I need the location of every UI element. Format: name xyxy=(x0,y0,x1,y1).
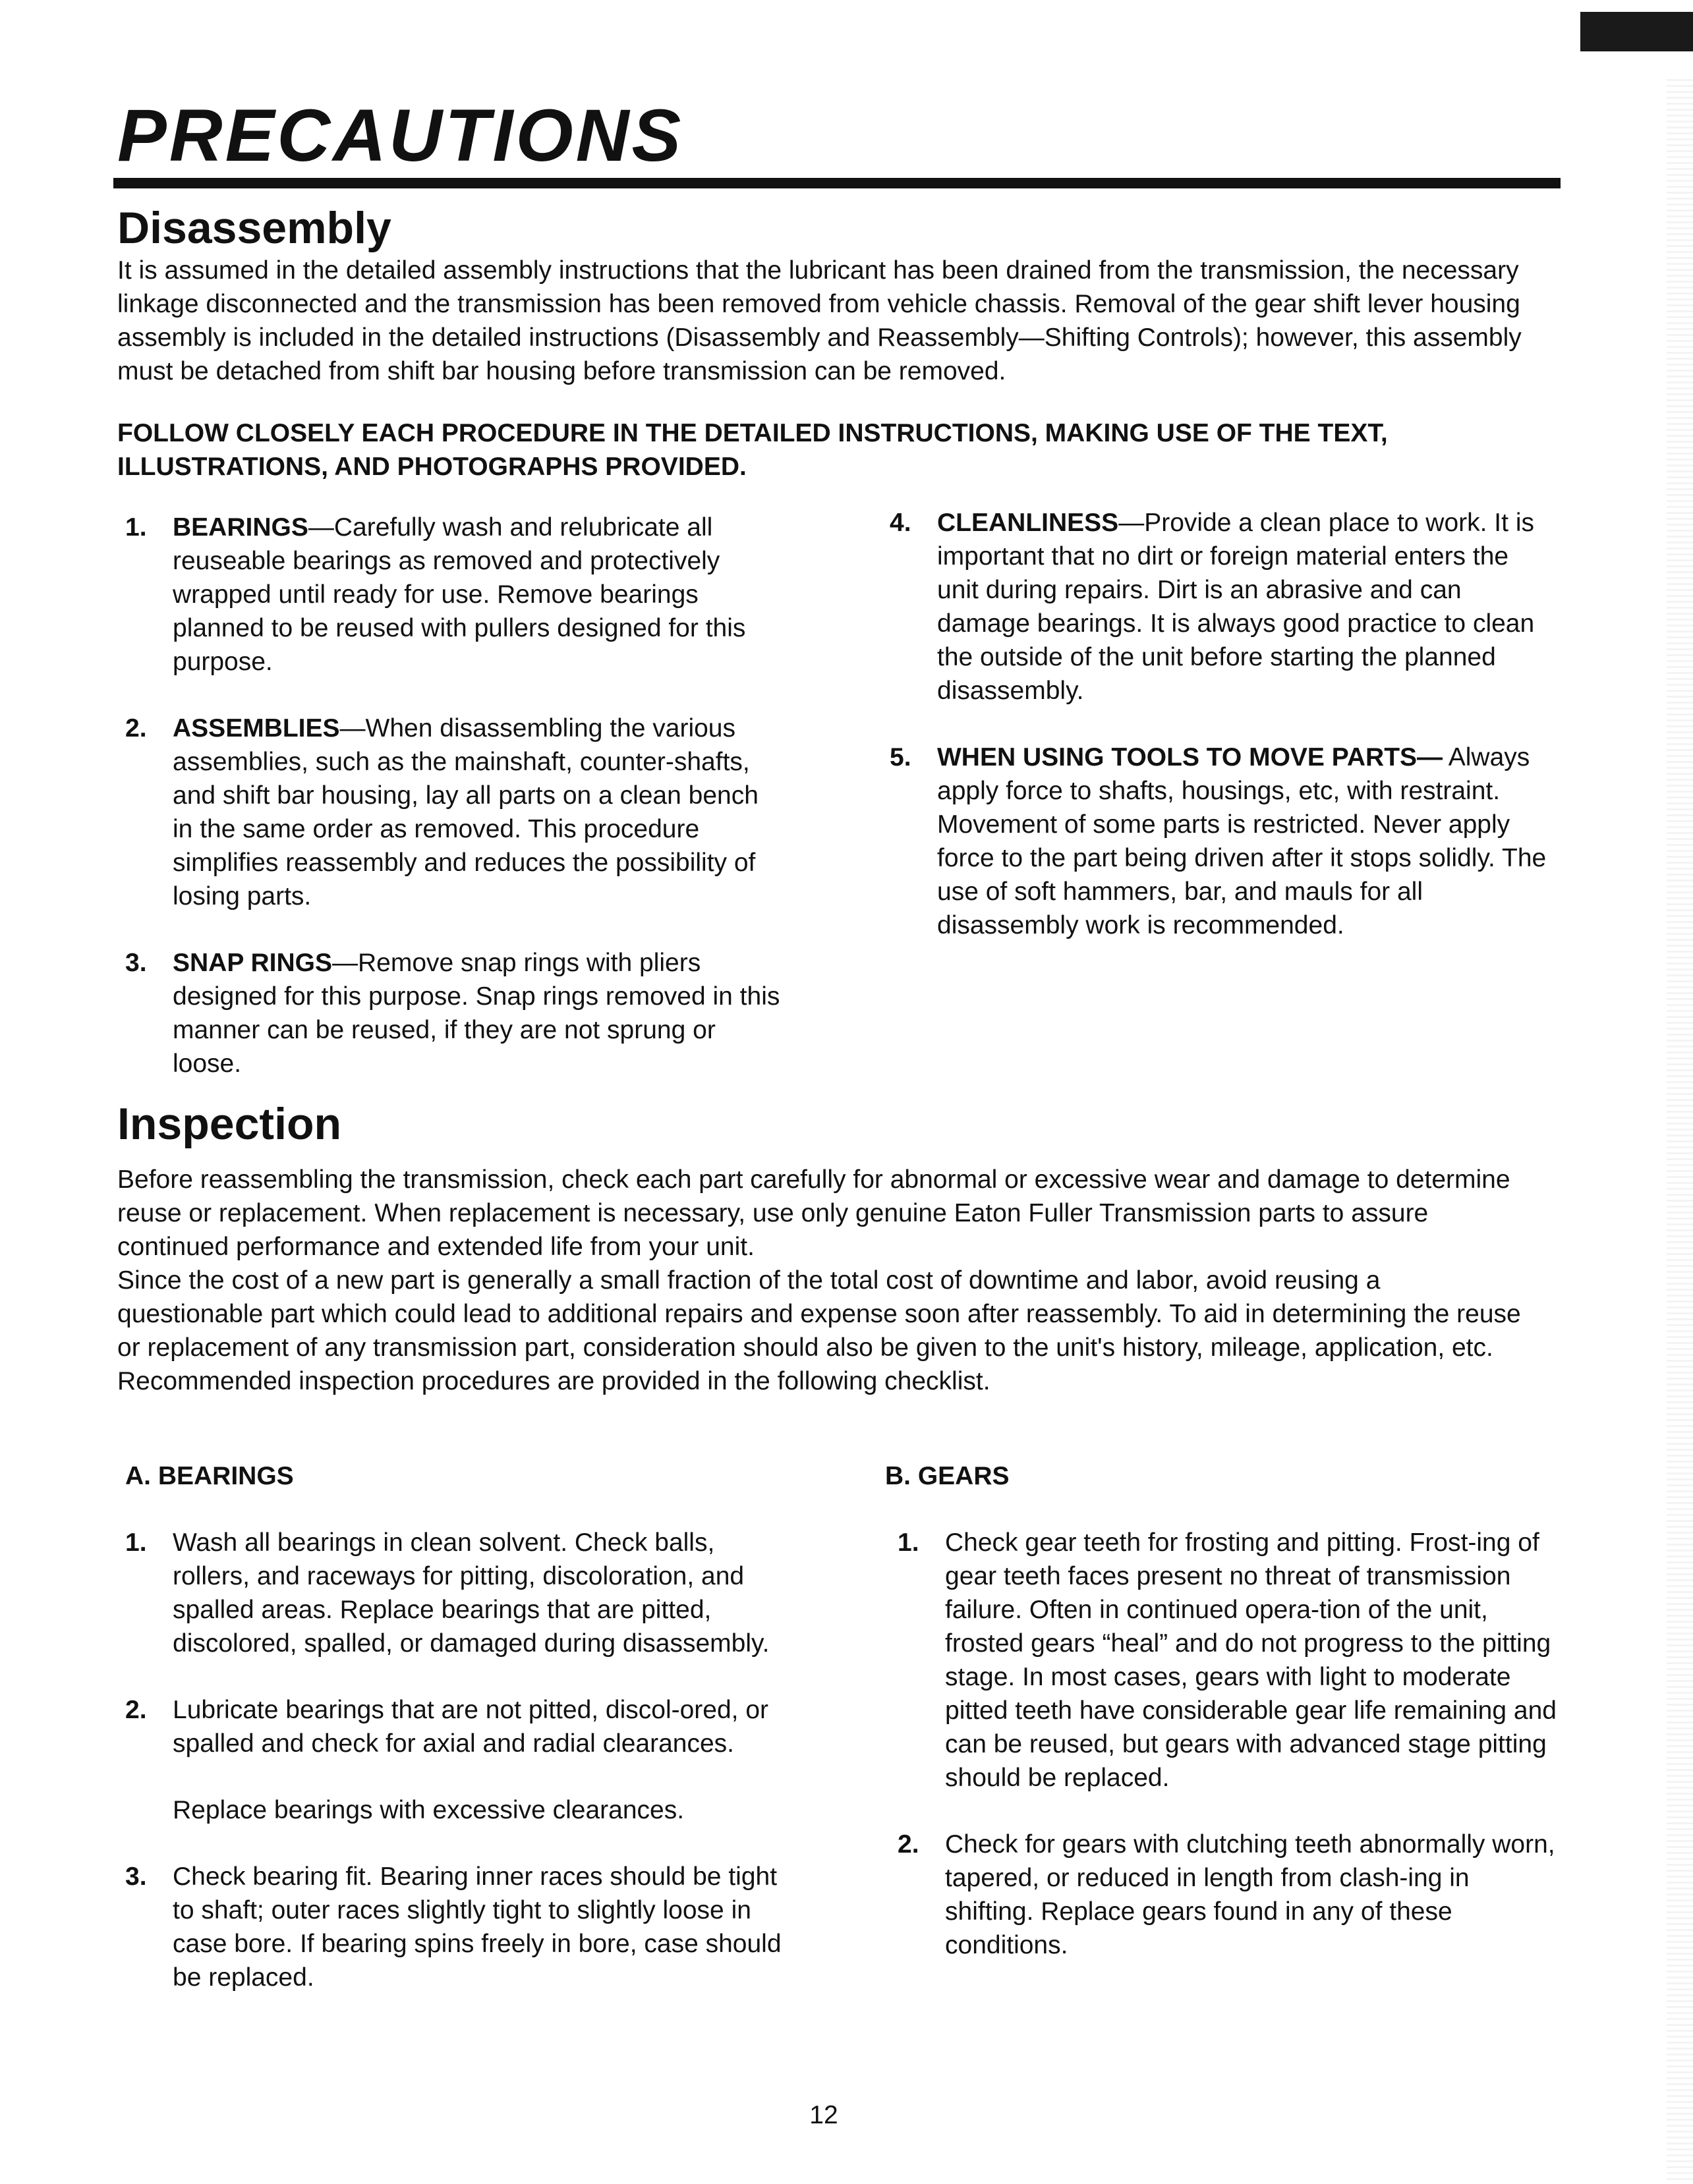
gears-subheading: B. GEARS xyxy=(885,1462,1010,1490)
item-text: —Carefully wash and relubricate all reuseable bearings as removed and protectively wrapped until ready for use. Remove bearings planned to be reused with pullers designed for this purpose. xyxy=(173,513,746,676)
item-number: 2. xyxy=(125,714,147,742)
list-item xyxy=(125,712,784,913)
inspection-heading: Inspection xyxy=(117,1099,342,1149)
list-item xyxy=(125,1526,784,1660)
item-text: Check bearing fit. Bearing inner races should be tight to shaft; outer races slightly tight to slightly loose in case bore. If bearing spins freely in bore, case should be replaced. xyxy=(173,1862,782,1992)
item-number: 2. xyxy=(125,1696,147,1724)
disassembly-heading: Disassembly xyxy=(117,203,391,253)
item-number: 1. xyxy=(898,1528,919,1557)
disassembly-intro: It is assumed in the detailed assembly instructions that the lubricant has been drained from the transmission, the necessary linkage disconnected and the transmission has been removed from vehicle chassis. Removal of the gear shift lever housing assembly is included in the detailed instructions (Disassembly and Reassembly—Shifting Controls); however, this assembly must be detached from shift bar housing before transmission can be removed. xyxy=(117,256,1522,385)
item-number: 3. xyxy=(125,949,147,977)
item-text: Wash all bearings in clean solvent. Check balls, rollers, and raceways for pitting, discoloration, and spalled areas. Replace bearings that are pitted, discolored, spalled, or damaged during disassembly. xyxy=(173,1528,770,1658)
list-item xyxy=(125,1860,784,1994)
item-text: Check gear teeth for frosting and pitting. Frost-ing of gear teeth faces present no threat of transmission failure. Often in continued opera-tion of the unit, frosted gears “heal” and do not progress to the pitting stage. In most cases, gears with light to moderate pitted teeth have considerable gear life remaining and can be reused, but gears with advanced stage pitting should be replaced. xyxy=(945,1528,1557,1792)
title-rule xyxy=(113,178,1561,188)
item-number: 4. xyxy=(890,509,911,537)
item-term: SNAP RINGS xyxy=(173,949,332,977)
disassembly-list-right xyxy=(890,506,1549,975)
item-text: —Provide a clean place to work. It is important that no dirt or foreign material enters the unit during repairs. Dirt is an abrasive and can damage bearings. It is always good practice to clean the outside of the unit before starting the planned disassembly. xyxy=(937,509,1535,705)
list-item xyxy=(125,511,784,679)
item-number: 5. xyxy=(890,743,911,771)
item-text: —When disassembling the various assemblies, such as the mainshaft, counter-shafts, and shift bar housing, lay all parts on a clean bench in the same order as removed. This procedure simplifies reassembly and reduces the possibility of losing parts. xyxy=(173,714,759,910)
bearings-subheading: A. BEARINGS xyxy=(125,1462,294,1490)
list-item xyxy=(898,1828,1557,1962)
item-term: ASSEMBLIES xyxy=(173,714,340,742)
gears-list xyxy=(898,1526,1557,1995)
item-term: BEARINGS xyxy=(173,513,308,542)
item-text: Always apply force to shafts, housings, etc, with restraint. Movement of some parts is restricted. Never apply force to the part being driven after it stops solidly. The use of soft hammers, bar, and mauls for all disassembly work is recommended. xyxy=(937,743,1547,939)
bearings-list xyxy=(125,1526,784,2027)
page-corner-tab xyxy=(1580,12,1693,51)
item-number: 1. xyxy=(125,1528,147,1557)
scan-edge-artifact xyxy=(1667,79,1693,2184)
list-item xyxy=(125,1693,784,1760)
item-number: 3. xyxy=(125,1862,147,1891)
list-item xyxy=(890,506,1549,708)
item-number: 1. xyxy=(125,513,147,542)
bearings-note: Replace bearings with excessive clearances. xyxy=(173,1796,685,1824)
inspection-para-1: Before reassembling the transmission, check each part carefully for abnormal or excessive wear and damage to determine reuse or replacement. When replacement is necessary, use only genuine Eaton Fuller Transmission parts to assure continued performance and extended life from your unit. xyxy=(117,1165,1510,1261)
item-text: —Remove snap rings with pliers designed for this purpose. Snap rings removed in this manner can be reused, if they are not sprung or loose. xyxy=(173,949,780,1078)
list-item xyxy=(890,741,1549,942)
list-item xyxy=(125,946,784,1080)
item-text: Lubricate bearings that are not pitted, discol-ored, or spalled and check for axial and radial clearances. xyxy=(173,1696,769,1758)
item-term: WHEN USING TOOLS TO MOVE PARTS— xyxy=(937,743,1443,771)
item-text: Check for gears with clutching teeth abnormally worn, tapered, or reduced in length from clash-ing in shifting. Replace gears found in any of these conditions. xyxy=(945,1830,1555,1959)
inspection-body xyxy=(117,1163,1528,1398)
item-term: CLEANLINESS xyxy=(937,509,1119,537)
inspection-para-2: Since the cost of a new part is generally a small fraction of the total cost of downtime and labor, avoid reusing a questionable part which could lead to additional repairs and expense soon after reassembly. To aid in determining the reuse or replacement of any transmission part, consideration should also be given to the unit's history, mileage, application, etc. xyxy=(117,1266,1521,1362)
page-number: 12 xyxy=(809,2101,838,2129)
disassembly-list-left xyxy=(125,511,784,1113)
list-item xyxy=(898,1526,1557,1795)
item-number: 2. xyxy=(898,1830,919,1859)
page-title: PRECAUTIONS xyxy=(117,94,684,177)
inspection-para-3: Recommended inspection procedures are provided in the following checklist. xyxy=(117,1367,990,1395)
disassembly-directive: FOLLOW CLOSELY EACH PROCEDURE IN THE DETAILED INSTRUCTIONS, MAKING USE OF THE TEXT, ILLUSTRATIONS, AND PHOTOGRAPHS PROVIDED. xyxy=(117,419,1388,481)
